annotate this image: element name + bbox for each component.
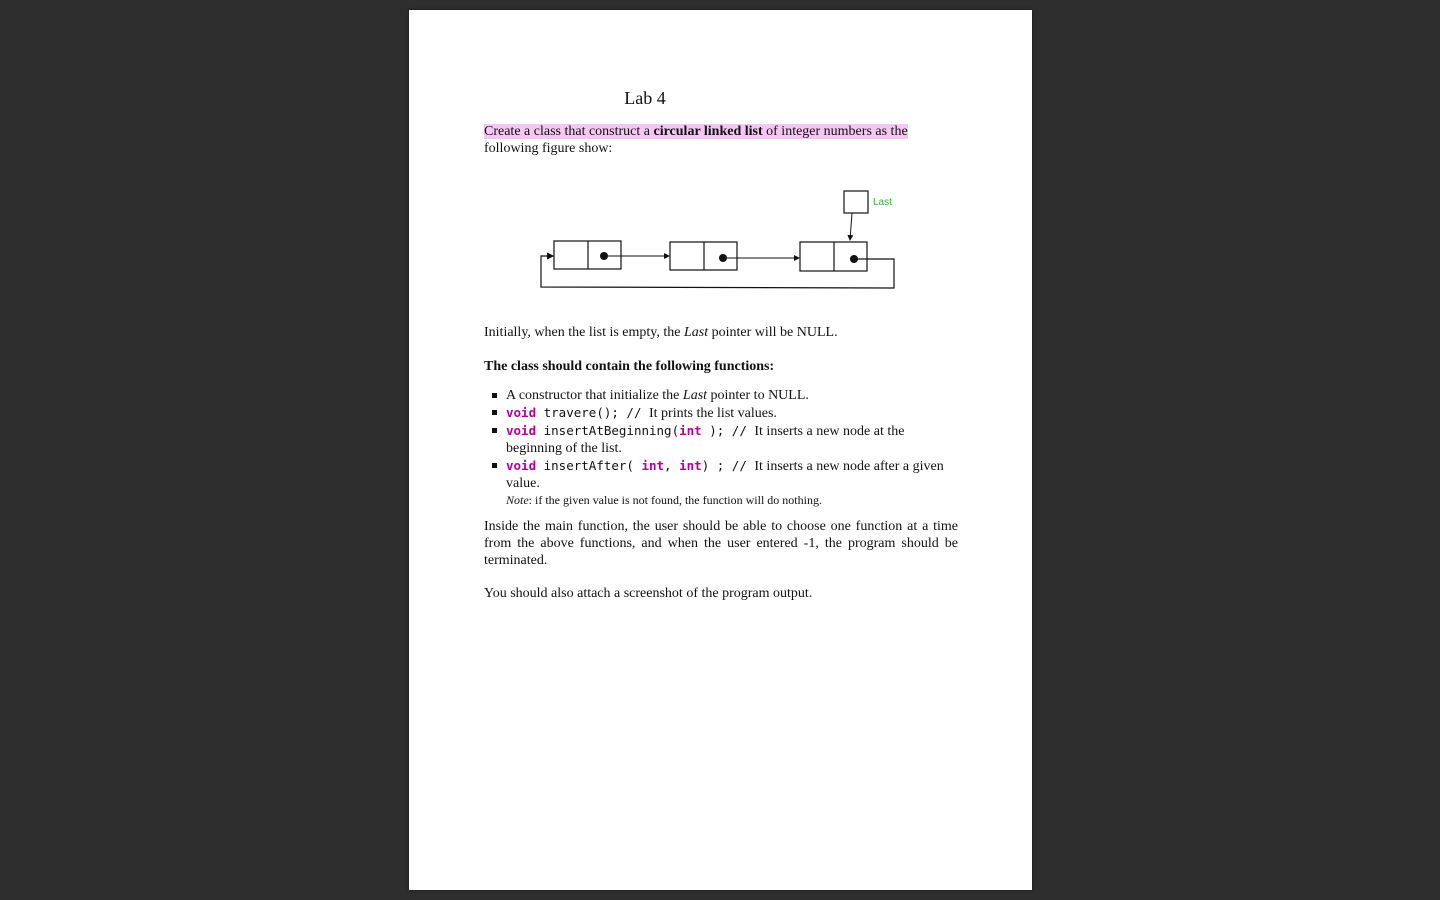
code-signature: ) ; // [701,458,755,473]
bullet [492,393,497,398]
code-keyword: void [506,423,537,438]
function-description-cont: beginning of the list. [506,441,622,456]
last-pointer-box [844,191,868,213]
last-label: Last [873,197,892,208]
intro-text-2: of integer numbers as the [762,124,908,139]
code-keyword: int [679,458,702,473]
constructor-text-1: A constructor that initialize the [506,388,683,403]
code-keyword: int [679,423,702,438]
bullet [492,463,497,468]
circular-linked-list-diagram [540,186,900,296]
function-description-cont: value. [506,476,540,491]
intro-bold: circular linked list [653,124,763,139]
functions-list [484,387,958,509]
node-3 [800,242,867,271]
code-signature: travere(); // [536,405,649,420]
code-signature: insertAtBeginning( [536,423,680,438]
intro-paragraph [484,123,958,157]
screenshot-paragraph: You should also attach a screenshot of the program output. [484,586,813,601]
bullet [492,410,497,415]
intro-line-2: following figure show: [484,141,613,156]
constructor-text-2: pointer to NULL. [707,388,809,403]
code-signature: insertAfter( [536,458,642,473]
function-description: It prints the list values. [649,406,777,421]
list-item [484,457,958,509]
document-title: Lab 4 [624,88,666,108]
function-description: It inserts a new node at the [754,424,905,439]
code-keyword: void [506,458,537,473]
node-2 [670,242,737,270]
note-text: : if the given value is not found, the function will do nothing. [528,493,822,507]
code-keyword: int [641,458,665,473]
list-item [484,387,958,404]
initially-text-1: Initially, when the list is empty, the [484,325,684,340]
code-keyword: void [506,405,537,420]
initially-text-2: pointer will be NULL. [708,325,838,340]
functions-heading: The class should contain the following functions: [484,359,775,374]
list-item [484,404,958,422]
last-pointer-arrow [850,213,852,240]
note-label: Note [506,493,529,507]
code-signature: ); // [701,423,755,438]
bullet [492,428,497,433]
initially-paragraph [484,324,958,341]
initially-italic: Last [684,325,709,340]
constructor-italic: Last [682,388,708,403]
document-page [409,10,1032,890]
list-item [484,422,958,457]
main-function-paragraph: Inside the main function, the user should be able to choose one function at a time from the above functions, and when the user entered -1, the program should be terminated. [484,519,958,568]
intro-text-1: Create a class that construct a [484,124,654,139]
intro-highlight [484,124,908,139]
function-description: It inserts a new node after a given [754,459,944,474]
note [506,493,822,507]
node-1 [554,241,621,269]
code-signature: , [664,458,680,473]
